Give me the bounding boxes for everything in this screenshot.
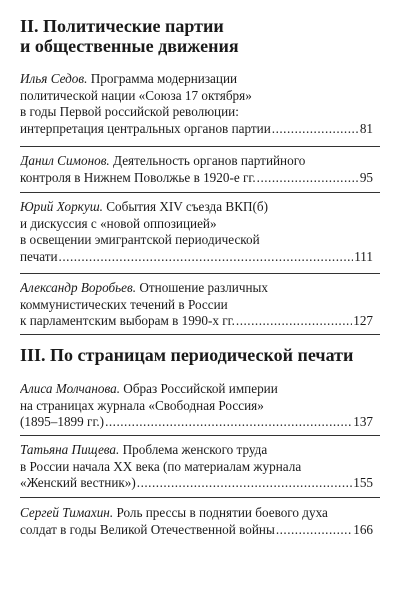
section-title-line: II. Политические партии (20, 16, 224, 36)
entry-title-line: солдат в годы Великой Отечественной войны (20, 521, 275, 537)
entry-title-line: События XIV съезда ВКП(б) (106, 199, 269, 214)
entry-title-line: Роль прессы в поднятии боевого духа (116, 505, 328, 520)
divider (20, 273, 380, 274)
entry-title-line: (1895–1899 гг.) (20, 414, 105, 429)
entry-title-line: Проблема женского труда (122, 442, 268, 457)
section-title-line: III. По страницам периодической печати (20, 345, 354, 365)
toc-entry[interactable] (20, 442, 373, 492)
entry-title-line: интерпретация центральных органов партии (20, 120, 271, 136)
entry-author: Татьяна Пищева. (20, 442, 120, 457)
page-number: 155 (353, 475, 373, 490)
entry-title-line: печати (20, 248, 58, 264)
divider (20, 435, 380, 436)
entry-title-line: Образ Российской империи (123, 381, 278, 396)
entry-author: Александр Воробьев. (20, 280, 137, 295)
dot-leader (137, 475, 352, 492)
page-number: 137 (353, 414, 373, 429)
dot-leader (105, 414, 352, 431)
page-number: 81 (359, 120, 373, 136)
dot-leader (272, 121, 359, 138)
entry-title-line: Программа модернизации (90, 71, 238, 86)
dot-leader (59, 249, 354, 266)
toc-entry[interactable] (20, 153, 373, 186)
dot-leader (276, 522, 352, 539)
entry-title-line: Отношение различных (139, 280, 268, 295)
page-number: 127 (353, 313, 373, 328)
entry-author: Алиса Молчанова. (20, 381, 120, 396)
toc-entry[interactable] (20, 199, 373, 265)
dot-leader (236, 313, 352, 330)
entry-title-line: в России начала XX века (по материалам журнала (20, 458, 302, 474)
divider (20, 146, 380, 147)
toc-entry[interactable] (20, 381, 373, 431)
entry-title-line: к парламентским выборам в 1990-х гг. (20, 313, 235, 328)
toc-entry[interactable] (20, 505, 373, 538)
entry-author: Илья Седов. (20, 71, 88, 86)
entry-title-line: и дискуссия с «новой оппозицией» (20, 215, 217, 231)
page-number: 95 (359, 169, 373, 185)
page-number: 166 (353, 521, 373, 537)
divider (20, 497, 380, 498)
divider (20, 192, 380, 193)
entry-title-line: Деятельность органов партийного (113, 153, 306, 168)
entry-title-line: в освещении эмигрантской периодической (20, 232, 260, 247)
dot-leader (257, 170, 359, 187)
entry-title-line: контроля в Нижнем Поволжье в 1920-е гг. (20, 169, 256, 185)
entry-title-line: в годы Первой российской революции: (20, 104, 239, 119)
entry-title-line: коммунистических течений в России (20, 296, 228, 312)
page-number: 111 (354, 248, 373, 264)
toc-entry[interactable] (20, 71, 373, 137)
entry-title-line: на страницах журнала «Свободная Россия» (20, 397, 264, 413)
section-iii-title (20, 345, 380, 365)
entry-author: Данил Симонов. (20, 153, 110, 168)
entry-title-line: «Женский вестник») (20, 475, 136, 490)
divider (20, 334, 380, 335)
entry-author: Юрий Хоркуш. (20, 199, 103, 214)
entry-author: Сергей Тимахин. (20, 505, 114, 520)
section-ii-title (20, 16, 380, 56)
section-title-line: и общественные движения (20, 36, 239, 56)
entry-title-line: политической нации «Союза 17 октября» (20, 87, 252, 103)
toc-entry[interactable] (20, 280, 373, 330)
